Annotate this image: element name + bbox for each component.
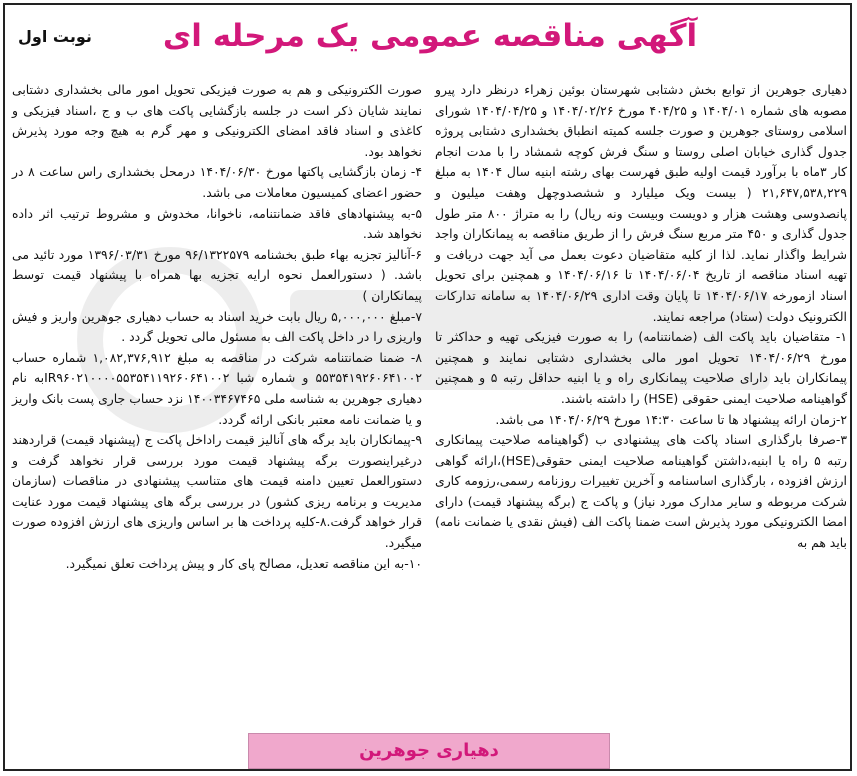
paragraph-item-5: ۵-به پیشنهادهای فاقد ضمانتنامه، ناخوانا، مخدوش و مشروط ترتیب اثر داده نخواهد شد. — [12, 205, 422, 242]
paragraph-item-6: ۶-آنالیز تجزیه بهاء طبق بخشنامه ۹۶/۱۳۲۲۵۷۹ مورخ ۱۳۹۶/۰۳/۳۱ مورد تائید می باشد. ( دستورالعمل نحوه ارایه تجزیه بها همراه با پیشنهاد قیمت توسط پیمانکاران ) — [12, 246, 422, 303]
paragraph-item-8: ۸- ضمنا ضمانتنامه شرکت در مناقصه به مبلغ ۱,۰۸۲,۳۷۶,۹۱۲ شماره حساب ۵۵۳۵۴۱۹۲۶۰۶۴۱۰۰۲ و شماره شبا IR۹۶۰۲۱۰۰۰۰۵۵۳۵۴۱۱۹۲۶۰۶۴۱۰۰۲به نام دهیاری جوهرین به شناسه ملی ۱۴۰۰۳۴۶۷۴۶۵ نزد حساب جاری پست بانک واریز و یا ضمانت نامه معتبر بانکی ارائه گردد. — [12, 349, 422, 427]
paragraph-item-4: ۴- زمان بازگشایی پاکتها مورخ ۱۴۰۴/۰۶/۳۰ درمحل بخشداری راس ساعت ۸ در حضور اعضای کمیسیون معاملات می باشد. — [12, 164, 422, 200]
paragraph-item-9: ۹-پیمانکاران باید برگه های آنالیز قیمت راداخل پاکت ج (پیشنهاد قیمت) قراردهند درغیراینصورت برگه پیشنهاد قیمت مورد بررسی قرار نخواهد گرفت و دستورالعمل تعیین دامنه قیمت های متناسب پیشنهادی در مناقصات (سازمان مدیریت و برنامه ریزی کشور) در بررسی برگه های پیشنهاد قیمت مورد عنایت قرار خواهد گرفت.۸-کلیه پرداخت ها بر اساس واریزی های ارزش افزوده صورت میگیرد. — [12, 432, 422, 551]
paragraph-continuation: صورت الکترونیکی و هم به صورت فیزیکی تحویل امور مالی بخشداری دشتابی نمایند شایان ذکر است در جلسه بازگشایی پاکت های ب و ج ،اسناد فیزیکی و کاغذی و اسناد فاقد امضای الکترونیکی و مهر گرم به هیچ وجه مورد پذیرش نخواهد بود. — [12, 82, 422, 159]
paragraph-item-7: ۷-مبلغ ۵,۰۰۰,۰۰۰ ریال بابت خرید اسناد به حساب دهیاری جوهرین واریز و فیش واریزی را در داخل پاکت الف به مسئول مالی تحویل گردد . — [12, 308, 422, 345]
paragraph-item-10: ۱۰-به این مناقصه تعدیل، مصالح پای کار و پیش پرداخت تعلق نمیگیرد. — [65, 555, 422, 571]
paragraph-item-1: ۱- متقاضیان باید پاکت الف (ضمانتنامه) را به صورت فیزیکی تهیه و حداکثر تا مورخ ۱۴۰۴/۰۶/۲۹ تحویل امور مالی بخشداری دشتابی نمایند و همچنین پیمانکاران باید دارای صلاحیت پیمانکاری راه و یا ابنیه حداقل رتبه ۵ و همچنین گواهینامه صلاحیت ایمنی حقوقی (HSE) را داشته باشند. — [435, 329, 848, 406]
paragraph-item-2: ۲-زمان ارائه پیشنهاد ها تا ساعت ۱۴:۳۰ مورخ ۱۴۰۴/۰۶/۲۹ می باشد. — [495, 411, 847, 427]
page-title: آگهی مناقصه عمومی یک مرحله ای — [162, 18, 698, 54]
paragraph-item-3: ۳-صرفا بارگذاری اسناد پاکت های پیشنهادی ب (گواهینامه صلاحیت پیمانکاری رتبه ۵ راه یا ابنیه،داشتن گواهینامه صلاحیت ایمنی حقوقی(HSE)،ارائه گواهی ارزش افزوده ، بارگذاری اساسنامه و آخرین تغییرات روزنامه رسمی،رزومه کاری شرکت مربوطه و سایر مدارک مورد نیاز) و پاکت ج (برگه پیشنهاد قیمت) دارای امضا الکترونیکی مورد پذیرش است ضمنا پاکت الف (فیش نقدی یا ضمانت نامه) باید هم به — [435, 432, 847, 551]
signature-banner: دهیاری جوهرین — [248, 733, 610, 769]
right-column — [435, 80, 847, 554]
left-column — [12, 80, 422, 574]
paragraph-intro: دهیاری جوهرین از توابع بخش دشتابی شهرستان بوئین زهراء درنظر دارد پیرو مصوبه های شماره ۱۴۰۴/۰۱ و ۴۰۴/۲۵ مورخ ۱۴۰۴/۰۲/۲۶ و ۱۴۰۴/۰۴/۲۵ شورای اسلامی روستای جوهرین و صورت جلسه کمیته انطباق بخشداری دشتابی پروژه جدول گذاری خیابان اصلی روستا و سنگ فرش کوچه شمشاد را با مدت انجام کار ۳ماه با برآورد قیمت اولیه طبق فهرست بهای رشته ابنیه سال ۱۴۰۴ به مبلغ ۲۱,۶۴۷,۵۳۸,۲۲۹ ( بیست ویک میلیارد و ششصدوچهل وهفت میلیون و پانصدوسی وهشت هزار و دویست وبیست ونه ریال) را به متراژ ۸۰۰ متر طول جدول گذاری و ۴۵۰ متر مربع سنگ فرش را از طریق مناقصه به پیمانکاران واجد شرایط واگذار نماید. لذا از کلیه متقاضیان دعوت بعمل می آید جهت دریافت و تهیه اسناد مناقصه از تاریخ ۱۴۰۴/۰۶/۰۴ تا ۱۴۰۴/۰۶/۱۶ و همچنین برای تحویل اسناد ازمورخه ۱۴۰۴/۰۶/۱۷ تا پایان وقت اداری ۱۴۰۴/۰۶/۲۹ به سامانه تدارکات الکترونیک دولت (ستاد) مراجعه نمایند. — [435, 82, 848, 324]
publication-round: نوبت اول — [18, 27, 92, 46]
